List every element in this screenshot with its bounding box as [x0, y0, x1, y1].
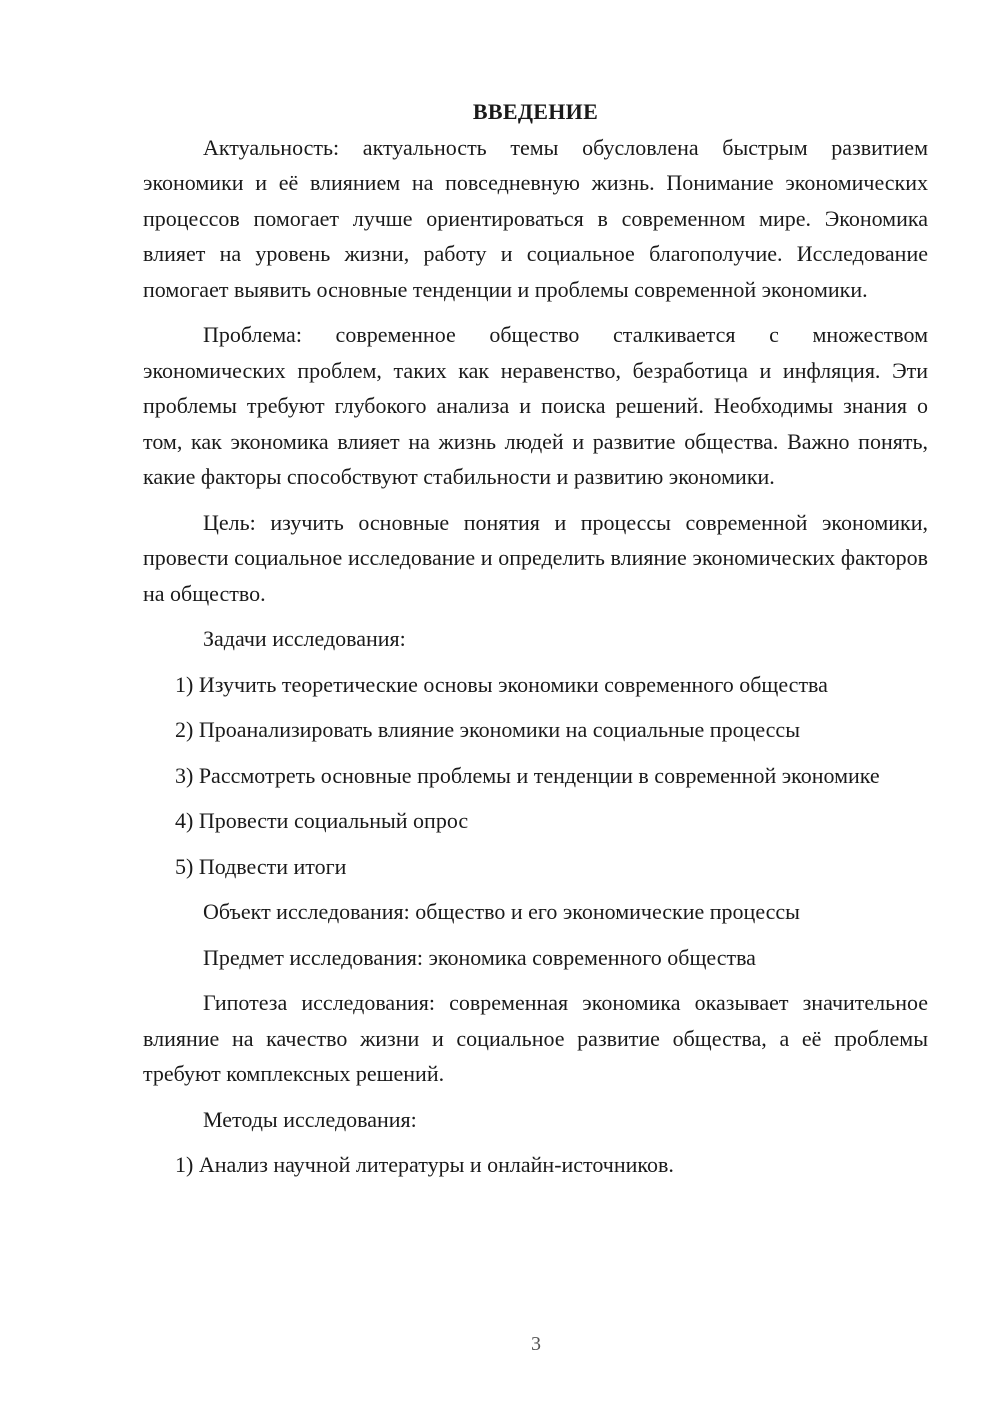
hypothesis-paragraph: Гипотеза исследования: современная экономика оказывает значительное влияние на качество жизни и социальное развитие общества, а её проблемы требуют комплексных решений. — [143, 990, 928, 1086]
methods-heading: Методы исследования: — [203, 1106, 417, 1132]
list-item-task-5: 5) Подвести итоги — [175, 853, 347, 879]
relevance-paragraph: Актуальность: актуальность темы обусловлена быстрым развитием экономики и её влиянием на повседневную жизнь. Понимание экономических процессов помогает лучше ориентироваться в современном мире. Экономика влияет на уровень жизни, работу и социальное благополучие. Исследование помогает выявить основные тенденции и проблемы современной экономики. — [143, 134, 928, 302]
problem-paragraph: Проблема: современное общество сталкивается с множеством экономических проблем, таких как неравенство, безработица и инфляция. Эти проблемы требуют глубокого анализа и поиска решений. Необходимы знания о том, как экономика влияет на жизнь людей и развитие общества. Важно понять, какие факторы способствуют стабильности и развитию экономики. — [143, 322, 928, 489]
list-item-task-3: 3) Рассмотреть основные проблемы и тенденции в современной экономике — [175, 762, 880, 788]
list-item-task-2: 2) Проанализировать влияние экономики на социальные процессы — [175, 717, 800, 742]
tasks-heading: Задачи исследования: — [203, 626, 406, 651]
list-item-task-1: 1) Изучить теоретические основы экономики современного общества — [175, 671, 828, 697]
list-item-task-4: 4) Провести социальный опрос — [175, 808, 469, 833]
subject-paragraph: Предмет исследования: экономика современного общества — [203, 944, 756, 970]
list-item-method-1: 1) Анализ научной литературы и онлайн-источников. — [175, 1152, 674, 1177]
page-content — [143, 94, 928, 1193]
goal-paragraph: Цель: изучить основные понятия и процессы современной экономики, провести социальное исследование и определить влияние экономических факторов на общество. — [143, 509, 928, 606]
page-title: ВВЕДЕНИЕ — [472, 99, 599, 124]
object-paragraph: Объект исследования: общество и его экономические процессы — [203, 899, 800, 924]
page-number: 3 — [531, 1333, 541, 1355]
